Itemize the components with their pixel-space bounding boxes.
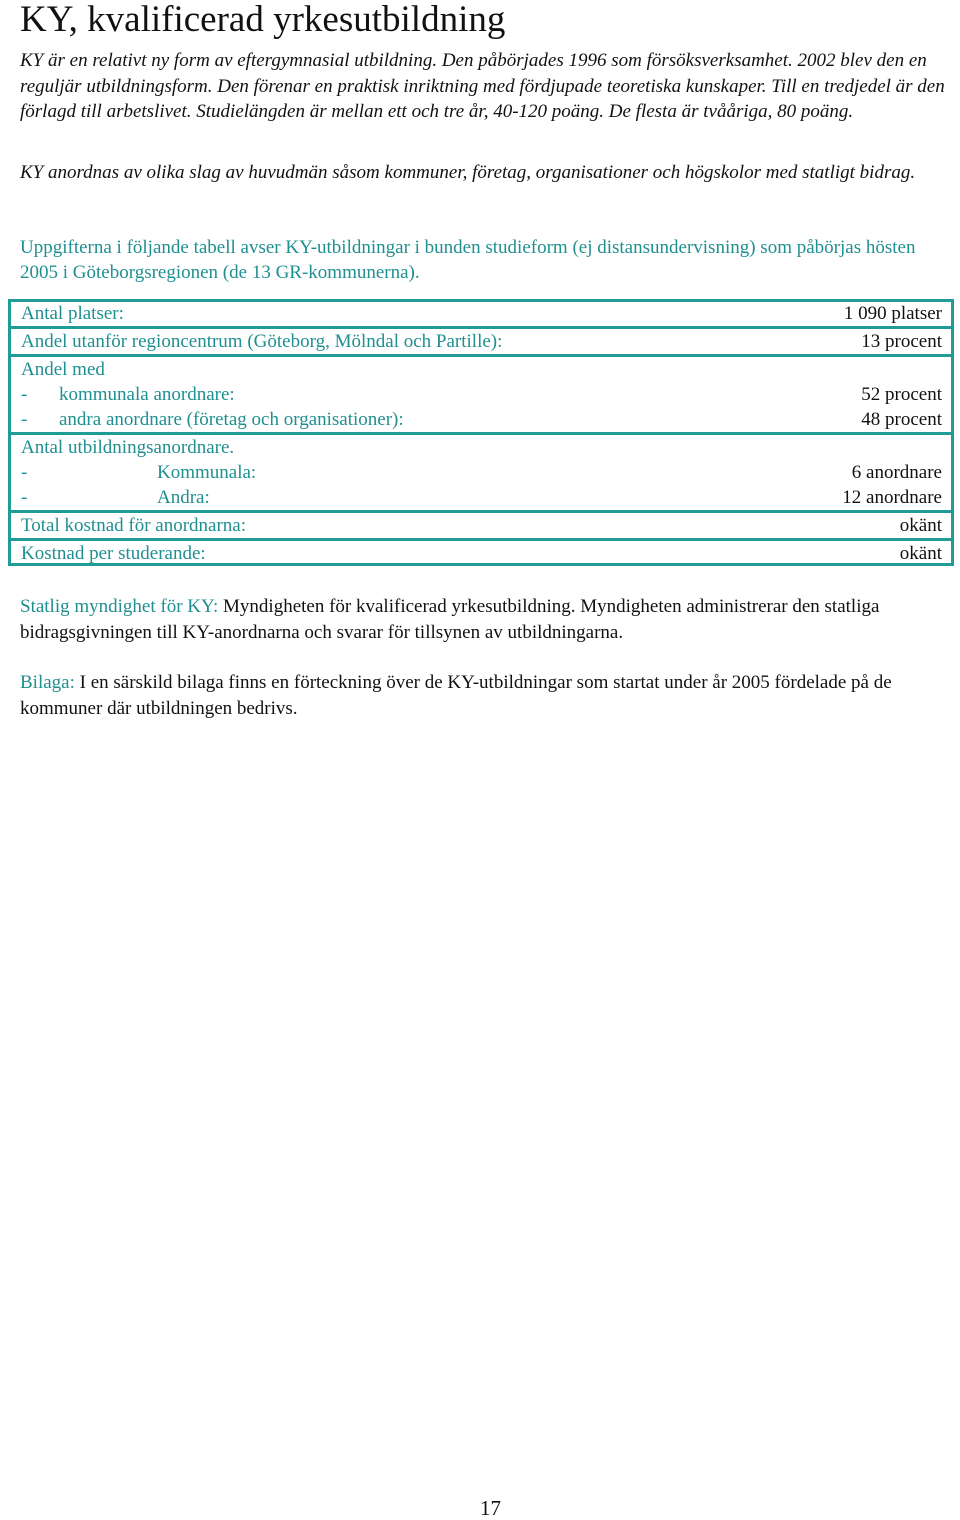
authority-text: Myndigheten för kvalificerad yrkesutbildning. Myndigheten administrerar den statliga bidragsgivningen till KY-anordnarna och svarar för tillsynen av utbildningarna. <box>20 596 880 643</box>
providers-value-municipal: 6 anordnare <box>851 462 942 483</box>
share-heading: Andel med <box>21 359 105 380</box>
outside-label: Andel utanför regioncentrum (Göteborg, Mölndal och Partille): <box>21 331 503 352</box>
row-divider <box>11 538 951 541</box>
providers-label-other: Andra: <box>157 487 210 508</box>
share-value-municipal: 52 procent <box>861 384 942 405</box>
dash: - <box>21 462 28 483</box>
intro-paragraph-2: KY anordnas av olika slag av huvudmän såsom kommuner, företag, organisationer och högskolor med statligt bidrag. <box>20 162 916 183</box>
row-divider <box>11 354 951 357</box>
providers-value-other: 12 anordnare <box>842 487 942 508</box>
row-divider <box>11 432 951 435</box>
providers-label-municipal: Kommunala: <box>157 462 257 483</box>
row-divider <box>11 326 951 329</box>
places-value: 1 090 platser <box>843 303 942 324</box>
row-divider <box>11 510 951 513</box>
cost-per-student-label: Kostnad per studerande: <box>21 543 206 564</box>
share-label-municipal: kommunala anordnare: <box>59 384 235 405</box>
providers-heading: Antal utbildningsanordnare. <box>21 437 235 458</box>
share-label-other: andra anordnare (företag och organisationer): <box>59 409 404 430</box>
dash: - <box>21 409 28 430</box>
appendix-text: I en särskild bilaga finns en förteckning över de KY-utbildningar som startat under år 2005 fördelade på de kommuner där utbildningen bedrivs. <box>20 672 892 719</box>
authority-label: Statlig myndighet för KY: <box>20 596 219 617</box>
table-description: Uppgifterna i följande tabell avser KY-utbildningar i bunden studieform (ej distansundervisning) som påbörjas hösten 2005 i Göteborgsregionen (de 13 GR-kommunerna). <box>20 237 916 283</box>
dash: - <box>21 487 28 508</box>
page-number: 17 <box>480 1496 501 1520</box>
outside-value: 13 procent <box>861 331 942 352</box>
dash: - <box>21 384 28 405</box>
total-cost-value: okänt <box>899 515 942 536</box>
facts-table <box>8 299 954 566</box>
appendix-label: Bilaga: <box>20 672 75 693</box>
places-label: Antal platser: <box>21 303 124 324</box>
cost-per-student-value: okänt <box>899 543 942 564</box>
authority-paragraph <box>20 594 955 645</box>
appendix-paragraph <box>20 670 955 721</box>
total-cost-label: Total kostnad för anordnarna: <box>21 515 247 536</box>
page-title: KY, kvalificerad yrkesutbildning <box>20 0 506 40</box>
intro-paragraph-1: KY är en relativt ny form av eftergymnasial utbildning. Den påbörjades 1996 som försöksverksamhet. 2002 blev den en reguljär utbildningsform. Den förenar en praktisk inriktning med fördjupade teoretiska kunskaper. Till en tredjedel är den förlagd till arbetslivet. Studielängden är mellan ett och tre år, 40-120 poäng. De flesta är tvååriga, 80 poäng. <box>20 50 945 122</box>
share-value-other: 48 procent <box>861 409 942 430</box>
